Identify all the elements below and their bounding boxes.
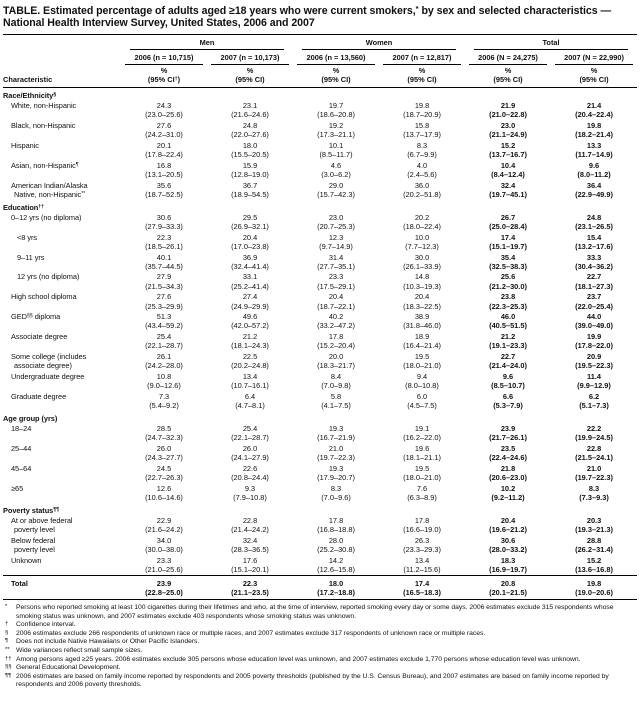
cell-pct-ci: 19.3 (16.7–21.9) bbox=[317, 423, 355, 443]
col-header-total-2007: 2007 (N = 22,990) bbox=[551, 50, 637, 65]
table-row bbox=[3, 252, 637, 272]
cell-pct-ci: 10.8 (9.0–12.6) bbox=[147, 371, 181, 391]
cell-pct-ci: 20.8 (20.1–21.5) bbox=[465, 576, 551, 600]
column-measure-row bbox=[3, 65, 637, 88]
row-label: Below federal poverty level bbox=[11, 535, 56, 554]
measure-header: % (95% CI) bbox=[551, 65, 637, 88]
cell-pct-ci: 20.9 (19.5–22.3) bbox=[575, 352, 613, 371]
cell-pct-ci: 17.8 (16.8–18.8) bbox=[317, 515, 355, 535]
cell-pct-ci: 17.4 (16.5–18.3) bbox=[379, 576, 465, 600]
cell-pct-ci: 49.6 (42.0–57.2) bbox=[231, 312, 269, 331]
cell-pct-ci: 26.3 (23.3–29.3) bbox=[403, 535, 441, 554]
cell-pct-ci: 8.3 (7.0–9.6) bbox=[321, 483, 351, 502]
cell-pct-ci: 23.9 (22.8–25.0) bbox=[121, 576, 207, 600]
row-label: Associate degree bbox=[11, 332, 68, 342]
cell-pct-ci: 6.6 (5.3–7.9) bbox=[493, 391, 523, 411]
cell-pct-ci: 27.6 (24.2–31.0) bbox=[145, 120, 183, 140]
cell-pct-ci: 9.6 (8.5–10.7) bbox=[491, 371, 525, 391]
table-row bbox=[3, 312, 637, 332]
row-label: ≥65 bbox=[11, 483, 24, 493]
spacer-cell bbox=[3, 50, 121, 65]
cell-pct-ci: 20.2 (18.0–22.4) bbox=[403, 212, 441, 231]
table-row bbox=[3, 292, 637, 312]
footnote-marker: †† bbox=[5, 655, 12, 662]
cell-pct-ci: 23.9 (21.7–26.1) bbox=[489, 423, 527, 443]
smokers-table bbox=[3, 35, 637, 601]
row-label: American Indian/Alaska Native, non-Hispanic** bbox=[11, 180, 88, 199]
footnote-text: Persons who reported smoking at least 100 cigarettes during their lifetimes and who, at the time of interview, reported smoking every day or some days. 2006 estimates exclude 315 respondents whose smoking status was unknown, and 2007 estimates exclude 403 respondents whose smoking status was unknown. bbox=[16, 603, 614, 620]
cell-pct-ci: 27.9 (21.5–34.3) bbox=[145, 272, 183, 291]
cell-pct-ci: 28.8 (26.2–31.4) bbox=[575, 535, 613, 554]
cell-pct-ci: 23.0 (20.7–25.3) bbox=[317, 212, 355, 231]
row-label: 12 yrs (no diploma) bbox=[17, 272, 80, 282]
footnote-marker: §§ bbox=[5, 664, 12, 671]
row-label: Graduate degree bbox=[11, 391, 67, 401]
cell-pct-ci: 10.2 (9.2–11.2) bbox=[491, 483, 525, 502]
table-row bbox=[3, 232, 637, 252]
table-row bbox=[3, 120, 637, 140]
measure-header: % (95% CI†) bbox=[121, 65, 207, 88]
measure-header: % (95% CI) bbox=[379, 65, 465, 88]
section-row bbox=[3, 411, 637, 423]
spacer-cell bbox=[3, 35, 121, 50]
table-row bbox=[3, 555, 637, 575]
footnote bbox=[4, 621, 636, 630]
row-label: High school diploma bbox=[11, 292, 77, 302]
cell-pct-ci: 25.4 (22.1–28.7) bbox=[145, 332, 183, 351]
cell-pct-ci: 26.0 (24.3–27.7) bbox=[145, 443, 183, 463]
table-row bbox=[3, 140, 637, 160]
cell-pct-ci: 19.5 (18.0–21.0) bbox=[403, 352, 441, 371]
cell-pct-ci: 21.0 (19.7–22.3) bbox=[317, 443, 355, 463]
column-group-row bbox=[3, 35, 637, 50]
cell-pct-ci: 33.1 (25.2–41.4) bbox=[231, 272, 269, 291]
table-row bbox=[3, 423, 637, 443]
cell-pct-ci: 9.4 (8.0–10.8) bbox=[405, 371, 439, 391]
cell-pct-ci: 20.4 (19.6–21.2) bbox=[489, 515, 527, 535]
cell-pct-ci: 20.1 (17.8–22.4) bbox=[145, 140, 183, 159]
row-label: Black, non-Hispanic bbox=[11, 120, 76, 130]
cell-pct-ci: 5.8 (4.1–7.5) bbox=[321, 391, 351, 411]
cell-pct-ci: 24.3 (23.0–25.6) bbox=[145, 100, 183, 120]
cell-pct-ci: 32.4 (28.3–36.5) bbox=[231, 535, 269, 554]
row-label: Unknown bbox=[11, 555, 42, 565]
cell-pct-ci: 19.2 (17.3–21.1) bbox=[317, 120, 355, 140]
table-row bbox=[3, 100, 637, 120]
table-row bbox=[3, 391, 637, 411]
row-label: 0–12 yrs (no diploma) bbox=[11, 212, 82, 222]
cell-pct-ci: 23.3 (21.0–25.6) bbox=[145, 555, 183, 574]
table-title: TABLE. Estimated percentage of adults aged ≥18 years who were current smokers,* by sex and selected characteristics — National Health Interview Survey, United States, 2006 and 2007 bbox=[3, 4, 611, 29]
cell-pct-ci: 10.4 (8.4–12.4) bbox=[491, 160, 525, 179]
cell-pct-ci: 15.8 (13.7–17.9) bbox=[403, 120, 441, 140]
cell-pct-ci: 17.4 (15.1–19.7) bbox=[489, 232, 527, 251]
cell-pct-ci: 11.4 (9.9–12.9) bbox=[577, 371, 611, 391]
cell-pct-ci: 15.2 (13.7–16.7) bbox=[489, 140, 527, 159]
cell-pct-ci: 30.0 (26.1–33.9) bbox=[403, 252, 441, 271]
table-row bbox=[3, 443, 637, 463]
cell-pct-ci: 36.4 (22.9–49.9) bbox=[575, 180, 613, 199]
table-row bbox=[3, 483, 637, 503]
footnote-marker: * bbox=[5, 603, 8, 610]
footnote bbox=[4, 673, 636, 690]
footnote bbox=[4, 638, 636, 647]
footnote bbox=[4, 664, 636, 673]
cell-pct-ci: 21.9 (21.0–22.8) bbox=[489, 100, 527, 120]
cell-pct-ci: 10.0 (7.7–12.3) bbox=[405, 232, 439, 251]
cell-pct-ci: 20.4 (18.7–22.1) bbox=[317, 292, 355, 311]
table-row bbox=[3, 212, 637, 232]
cell-pct-ci: 30.6 (27.9–33.3) bbox=[145, 212, 183, 231]
table-body bbox=[3, 88, 637, 600]
table-row bbox=[3, 180, 637, 200]
cell-pct-ci: 36.0 (20.2–51.8) bbox=[403, 180, 441, 199]
row-label: 18–24 bbox=[11, 423, 32, 433]
table-row bbox=[3, 576, 637, 600]
footnote-text: Confidence interval. bbox=[16, 621, 76, 629]
group-header-men: Men bbox=[121, 35, 293, 50]
cell-pct-ci: 23.7 (22.0–25.4) bbox=[575, 292, 613, 311]
cell-pct-ci: 20.3 (19.3–21.3) bbox=[575, 515, 613, 535]
cell-pct-ci: 7.6 (6.3–8.9) bbox=[407, 483, 437, 502]
cell-pct-ci: 22.7 (18.1–27.3) bbox=[575, 272, 613, 291]
column-year-row bbox=[3, 50, 637, 65]
cell-pct-ci: 22.2 (19.9–24.5) bbox=[575, 423, 613, 443]
footnote-text: Wide variances reflect small sample sizes. bbox=[16, 646, 143, 654]
cell-pct-ci: 19.9 (17.8–22.0) bbox=[575, 332, 613, 351]
cell-pct-ci: 4.0 (2.4–5.6) bbox=[407, 160, 437, 179]
table-row bbox=[3, 371, 637, 391]
footnote bbox=[4, 656, 636, 665]
cell-pct-ci: 21.2 (19.1–23.3) bbox=[489, 332, 527, 351]
footnotes bbox=[4, 604, 636, 690]
cell-pct-ci: 22.3 (21.1–23.5) bbox=[207, 576, 293, 600]
cell-pct-ci: 10.1 (8.5–11.7) bbox=[319, 140, 353, 159]
cell-pct-ci: 18.0 (15.5–20.5) bbox=[231, 140, 269, 159]
cell-pct-ci: 18.9 (16.4–21.4) bbox=[403, 332, 441, 351]
cell-pct-ci: 22.5 (20.2–24.8) bbox=[231, 352, 269, 371]
row-label: 25–44 bbox=[11, 443, 32, 453]
cell-pct-ci: 23.3 (17.5–29.1) bbox=[317, 272, 355, 291]
cell-pct-ci: 19.5 (18.0–21.0) bbox=[403, 463, 441, 482]
cell-pct-ci: 21.2 (18.1–24.3) bbox=[231, 332, 269, 351]
row-label: Hispanic bbox=[11, 140, 39, 150]
cell-pct-ci: 27.6 (25.3–29.9) bbox=[145, 292, 183, 311]
row-label: Total bbox=[3, 576, 121, 600]
cell-pct-ci: 29.5 (26.9–32.1) bbox=[231, 212, 269, 231]
cell-pct-ci: 9.6 (8.0–11.2) bbox=[577, 160, 611, 179]
cell-pct-ci: 8.4 (7.0–9.8) bbox=[321, 371, 351, 391]
col-header-men-2006: 2006 (n = 10,715) bbox=[121, 50, 207, 65]
cell-pct-ci: 26.7 (25.0–28.4) bbox=[489, 212, 527, 231]
characteristic-header: Characteristic bbox=[3, 65, 121, 88]
footnote bbox=[4, 647, 636, 656]
section-header: Education†† bbox=[3, 203, 45, 213]
cell-pct-ci: 6.2 (5.1–7.3) bbox=[579, 391, 609, 411]
table-row bbox=[3, 515, 637, 535]
cell-pct-ci: 20.4 (18.3–22.5) bbox=[403, 292, 441, 311]
cell-pct-ci: 18.3 (16.9–19.7) bbox=[489, 555, 527, 574]
cell-pct-ci: 20.4 (17.0–23.8) bbox=[231, 232, 269, 251]
cell-pct-ci: 19.8 (18.2–21.4) bbox=[575, 120, 613, 140]
cell-pct-ci: 13.4 (10.7–16.1) bbox=[231, 371, 269, 391]
cell-pct-ci: 9.3 (7.9–10.8) bbox=[233, 483, 267, 502]
footnote-marker: ** bbox=[5, 646, 10, 653]
row-label: GED§§ diploma bbox=[11, 312, 61, 322]
cell-pct-ci: 40.2 (33.2–47.2) bbox=[317, 312, 355, 331]
footnote-text: Does not include Native Hawaiians or Other Pacific Islanders. bbox=[16, 638, 200, 646]
cell-pct-ci: 16.8 (13.1–20.5) bbox=[145, 160, 183, 179]
cell-pct-ci: 51.3 (43.4–59.2) bbox=[145, 312, 183, 331]
cell-pct-ci: 19.1 (16.2–22.0) bbox=[403, 423, 441, 443]
section-header: Age group (yrs) bbox=[3, 414, 58, 424]
cell-pct-ci: 14.2 (12.6–15.8) bbox=[317, 555, 355, 574]
table-row bbox=[3, 160, 637, 180]
cell-pct-ci: 19.8 (18.7–20.9) bbox=[403, 100, 441, 120]
cell-pct-ci: 26.0 (24.1–27.9) bbox=[231, 443, 269, 463]
cell-pct-ci: 22.6 (20.8–24.4) bbox=[231, 463, 269, 482]
row-label: Undergraduate degree bbox=[11, 371, 85, 381]
footnote-marker: § bbox=[5, 629, 9, 636]
cell-pct-ci: 22.7 (21.4–24.0) bbox=[489, 352, 527, 371]
cell-pct-ci: 28.5 (24.7–32.3) bbox=[145, 423, 183, 443]
cell-pct-ci: 17.8 (15.2–20.4) bbox=[317, 332, 355, 351]
cell-pct-ci: 13.4 (11.2–15.6) bbox=[403, 555, 441, 574]
footnote bbox=[4, 604, 636, 621]
footnote-marker: † bbox=[5, 621, 9, 628]
cell-pct-ci: 14.8 (10.3–19.3) bbox=[403, 272, 441, 291]
cell-pct-ci: 6.0 (4.5–7.5) bbox=[407, 391, 437, 411]
cell-pct-ci: 19.7 (18.6–20.8) bbox=[317, 100, 355, 120]
cell-pct-ci: 38.9 (31.8–46.0) bbox=[403, 312, 441, 331]
cell-pct-ci: 15.9 (12.8–19.0) bbox=[231, 160, 269, 179]
cell-pct-ci: 35.4 (32.5–38.3) bbox=[489, 252, 527, 271]
cell-pct-ci: 22.8 (21.5–24.1) bbox=[575, 443, 613, 463]
cell-pct-ci: 46.0 (40.5–51.5) bbox=[489, 312, 527, 331]
group-header-total: Total bbox=[465, 35, 637, 50]
cell-pct-ci: 26.1 (24.2–28.0) bbox=[145, 352, 183, 371]
row-label: Some college (includes associate degree) bbox=[11, 352, 87, 371]
cell-pct-ci: 35.6 (18.7–52.5) bbox=[145, 180, 183, 199]
cell-pct-ci: 44.0 (39.0–49.0) bbox=[575, 312, 613, 331]
cell-pct-ci: 18.0 (17.2–18.8) bbox=[293, 576, 379, 600]
cell-pct-ci: 23.1 (21.6–24.6) bbox=[231, 100, 269, 120]
cell-pct-ci: 17.6 (15.1–20.1) bbox=[231, 555, 269, 574]
footnote-text: 2006 estimates exclude 266 respondents of unknown race or multiple races, and 2007 estimates exclude 317 respondents of unknown race or multiple races. bbox=[16, 629, 486, 637]
row-label: 9–11 yrs bbox=[17, 252, 45, 262]
cell-pct-ci: 29.0 (15.7–42.3) bbox=[317, 180, 355, 199]
footnote bbox=[4, 630, 636, 639]
row-label: <8 yrs bbox=[17, 232, 38, 242]
col-header-women-2007: 2007 (n = 12,817) bbox=[379, 50, 465, 65]
table-row bbox=[3, 352, 637, 372]
cell-pct-ci: 25.4 (22.1–28.7) bbox=[231, 423, 269, 443]
cell-pct-ci: 34.0 (30.0–38.0) bbox=[145, 535, 183, 554]
cell-pct-ci: 12.3 (9.7–14.9) bbox=[319, 232, 353, 251]
footnote-text: Among persons aged ≥25 years. 2006 estimates exclude 305 persons whose education level was unknown, and 2007 estimates exclude 1,770 persons whose education level was unknown. bbox=[16, 655, 581, 663]
cell-pct-ci: 28.0 (25.2–30.8) bbox=[317, 535, 355, 554]
footnote-marker: ¶¶ bbox=[5, 672, 12, 679]
cell-pct-ci: 23.0 (21.1–24.9) bbox=[489, 120, 527, 140]
cell-pct-ci: 8.3 (7.3–9.3) bbox=[579, 483, 609, 502]
section-header: Poverty status¶¶ bbox=[3, 506, 60, 516]
cell-pct-ci: 24.8 (22.0–27.6) bbox=[231, 120, 269, 140]
cell-pct-ci: 12.6 (10.6–14.6) bbox=[145, 483, 183, 502]
cell-pct-ci: 20.0 (18.3–21.7) bbox=[317, 352, 355, 371]
row-label: White, non-Hispanic bbox=[11, 100, 77, 110]
cell-pct-ci: 17.8 (16.6–19.0) bbox=[403, 515, 441, 535]
cell-pct-ci: 8.3 (6.7–9.9) bbox=[407, 140, 437, 159]
cell-pct-ci: 21.0 (19.7–22.3) bbox=[575, 463, 613, 482]
measure-header: % (95% CI) bbox=[465, 65, 551, 88]
row-label: Asian, non-Hispanic¶ bbox=[11, 160, 79, 170]
cell-pct-ci: 31.4 (27.7–35.1) bbox=[317, 252, 355, 271]
col-header-women-2006: 2006 (n = 13,560) bbox=[293, 50, 379, 65]
cell-pct-ci: 13.3 (11.7–14.9) bbox=[575, 140, 613, 159]
group-header-women: Women bbox=[293, 35, 465, 50]
cell-pct-ci: 32.4 (19.7–45.1) bbox=[489, 180, 527, 199]
row-label: 45–64 bbox=[11, 463, 32, 473]
row-label: At or above federal poverty level bbox=[11, 515, 73, 535]
cell-pct-ci: 36.9 (32.4–41.4) bbox=[231, 252, 269, 271]
table-row bbox=[3, 332, 637, 352]
table-row bbox=[3, 535, 637, 555]
section-header: Race/Ethnicity§ bbox=[3, 91, 57, 101]
cell-pct-ci: 33.3 (30.4–36.2) bbox=[575, 252, 613, 271]
cell-pct-ci: 23.5 (22.4–24.6) bbox=[489, 443, 527, 463]
cell-pct-ci: 21.8 (20.6–23.0) bbox=[489, 463, 527, 482]
table-row bbox=[3, 463, 637, 483]
cell-pct-ci: 24.8 (23.1–26.5) bbox=[575, 212, 613, 231]
section-row bbox=[3, 88, 637, 101]
measure-header: % (95% CI) bbox=[293, 65, 379, 88]
cell-pct-ci: 7.3 (5.4–9.2) bbox=[149, 391, 179, 411]
cell-pct-ci: 30.6 (28.0–33.2) bbox=[489, 535, 527, 554]
section-row bbox=[3, 200, 637, 212]
cell-pct-ci: 15.2 (13.6–16.8) bbox=[575, 555, 613, 574]
cell-pct-ci: 40.1 (35.7–44.5) bbox=[145, 252, 183, 271]
cell-pct-ci: 21.4 (20.4–22.4) bbox=[575, 100, 613, 120]
table-row bbox=[3, 272, 637, 292]
cell-pct-ci: 36.7 (18.9–54.5) bbox=[231, 180, 269, 199]
cell-pct-ci: 22.9 (21.6–24.2) bbox=[145, 515, 183, 535]
footnote-text: General Educational Development. bbox=[16, 664, 121, 672]
cell-pct-ci: 4.6 (3.0–6.2) bbox=[321, 160, 351, 179]
cell-pct-ci: 25.6 (21.2–30.0) bbox=[489, 272, 527, 291]
cell-pct-ci: 6.4 (4.7–8.1) bbox=[235, 391, 265, 411]
cell-pct-ci: 23.8 (22.3–25.3) bbox=[489, 292, 527, 311]
cell-pct-ci: 27.4 (24.9–29.9) bbox=[231, 292, 269, 311]
measure-header: % (95% CI) bbox=[207, 65, 293, 88]
section-row bbox=[3, 503, 637, 515]
cell-pct-ci: 22.8 (21.4–24.2) bbox=[231, 515, 269, 535]
cell-pct-ci: 19.6 (18.1–21.1) bbox=[403, 443, 441, 463]
cell-pct-ci: 19.3 (17.9–20.7) bbox=[317, 463, 355, 482]
col-header-men-2007: 2007 (n = 10,173) bbox=[207, 50, 293, 65]
cell-pct-ci: 19.8 (19.0–20.6) bbox=[551, 576, 637, 600]
cell-pct-ci: 24.5 (22.7–26.3) bbox=[145, 463, 183, 482]
footnote-marker: ¶ bbox=[5, 638, 9, 645]
cell-pct-ci: 15.4 (13.2–17.6) bbox=[575, 232, 613, 251]
col-header-total-2006: 2006 (N = 24,275) bbox=[465, 50, 551, 65]
cell-pct-ci: 22.3 (18.5–26.1) bbox=[145, 232, 183, 251]
footnote-text: 2006 estimates are based on family income reported by respondents and 2005 poverty thresholds (published by the U.S. Census Bureau), and 2007 estimates are based on family income reported by respondents and 2006 poverty thresholds. bbox=[16, 672, 609, 689]
